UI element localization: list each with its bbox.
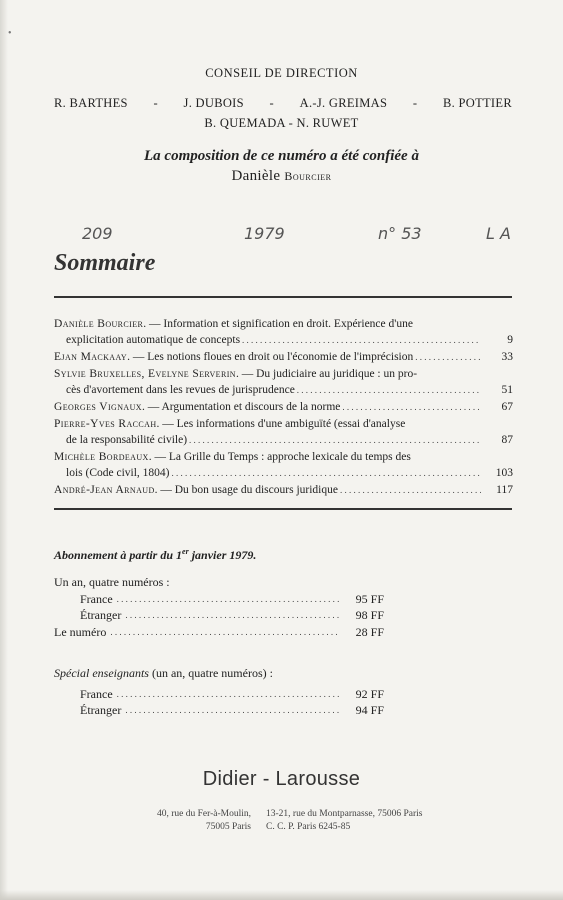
council-names-row-2: B. QUEMADA - N. RUWET	[204, 116, 359, 130]
editor-last-name: Bourcier	[284, 169, 332, 183]
toc-author: Danièle Bourcier	[54, 318, 144, 330]
subscription-heading-date: janvier 1979.	[188, 548, 257, 562]
price-label: Le numéro	[54, 624, 107, 639]
toc-item	[54, 366, 513, 398]
toc-title-cont: de la responsabilité civile)	[66, 434, 188, 446]
special-prices	[54, 666, 384, 719]
price-amount: 95 FF	[355, 591, 384, 606]
subscription-prices	[54, 575, 384, 640]
council-name: B. POTTIER	[443, 96, 512, 110]
toc-author: André-Jean Arnaud	[54, 484, 155, 496]
council-name: A.-J. GREIMAS	[299, 96, 388, 110]
subscription-heading	[54, 547, 256, 563]
handwritten-note: n° 53	[378, 224, 422, 243]
toc-page-number: 51	[501, 384, 513, 396]
toc-page-number: 33	[501, 351, 513, 363]
address-line: 13-21, rue du Montparnasse, 75006 Paris	[266, 809, 423, 819]
subscription-year-label: Un an, quatre numéros :	[54, 575, 170, 589]
address-line: 40, rue du Fer-à-Moulin,	[157, 809, 251, 819]
price-label: France	[80, 686, 113, 701]
toc-page-number: 9	[507, 334, 513, 346]
price-row	[54, 624, 384, 641]
special-heading	[54, 666, 384, 682]
toc-author: Pierre-Yves Raccah	[54, 418, 157, 430]
toc-author: Michèle Bordeaux	[54, 451, 149, 463]
price-label: France	[80, 591, 113, 606]
publisher-address-1	[128, 808, 251, 834]
toc-author: Sylvie Bruxelles, Evelyne Serverin	[54, 368, 236, 380]
top-rule	[54, 296, 512, 298]
toc-item	[54, 416, 513, 448]
toc-item	[54, 349, 513, 365]
toc-page-number: 67	[501, 401, 513, 413]
price-row	[54, 591, 384, 608]
composition-note	[0, 146, 563, 186]
price-amount: 94 FF	[355, 703, 384, 717]
toc-author: Ejan Mackaay	[54, 351, 128, 363]
publisher-address-2	[266, 808, 422, 834]
subscription-heading-sup: er	[182, 547, 189, 556]
toc-title-cont: lois (Code civil, 1804)	[66, 467, 170, 479]
special-heading-rest: (un an, quatre numéros) :	[148, 666, 273, 680]
publisher-name: Didier - Larousse	[202, 768, 361, 790]
page-bottom-shadow	[0, 890, 563, 900]
table-of-contents	[54, 316, 513, 499]
sommaire-title: Sommaire	[54, 250, 156, 276]
council-name: R. BARTHES	[54, 96, 128, 110]
toc-title: . — Du judiciaire au juridique : un pro-	[235, 368, 418, 380]
toc-item	[54, 399, 513, 415]
toc-author: Georges Vignaux	[54, 401, 142, 413]
subscription-heading-text: Abonnement à partir du 1	[54, 548, 183, 562]
name-separator: -	[269, 96, 275, 110]
toc-page-number: 87	[501, 434, 513, 446]
address-line: 75005 Paris	[205, 822, 251, 832]
handwritten-note: 1979	[244, 224, 285, 243]
council-name: J. DUBOIS	[183, 96, 244, 110]
price-row	[54, 702, 384, 719]
price-label: Étranger	[80, 703, 122, 717]
toc-title-cont: explicitation automatique de concepts	[66, 334, 241, 346]
page-edge-shadow	[0, 0, 8, 900]
bottom-rule	[54, 508, 512, 510]
toc-title: . — La Grille du Temps : approche lexicale du temps des	[148, 451, 411, 463]
price-row	[54, 686, 384, 703]
special-heading-italic: Spécial enseignants	[54, 666, 149, 680]
council-names-row-1	[54, 96, 512, 111]
toc-title: . — Argumentation et discours de la norme	[141, 401, 341, 413]
toc-item	[54, 316, 513, 348]
handwritten-note: L A	[486, 224, 511, 243]
council-title: CONSEIL DE DIRECTION	[205, 66, 358, 80]
toc-title: . — Du bon usage du discours juridique	[154, 484, 338, 496]
toc-page-number: 117	[496, 484, 513, 496]
price-amount: 28 FF	[355, 624, 384, 639]
composition-line: La composition de ce numéro a été confiée à	[144, 148, 419, 164]
price-row	[54, 607, 384, 624]
composition-editor	[0, 166, 563, 186]
page-mark-dot: •	[8, 28, 12, 39]
name-separator: -	[412, 96, 418, 110]
toc-title: . — Information et signification en droit. Expérience d'une	[143, 318, 413, 330]
editor-first-name: Danièle	[231, 168, 281, 184]
toc-item	[54, 482, 513, 498]
handwritten-note: 209	[82, 224, 113, 243]
toc-page-number: 103	[495, 467, 513, 479]
toc-title: . — Les informations d'une ambiguïté (essai d'analyse	[156, 418, 406, 430]
price-amount: 92 FF	[355, 686, 384, 701]
name-separator: -	[153, 96, 158, 110]
price-label: Étranger	[80, 608, 122, 622]
price-amount: 98 FF	[355, 608, 384, 622]
toc-item	[54, 449, 513, 481]
toc-title: . — Les notions floues en droit ou l'économie de l'imprécision	[127, 351, 414, 363]
toc-title-cont: cès d'avortement dans les revues de jurisprudence	[66, 384, 295, 396]
address-line: C. C. P. Paris 6245-85	[266, 822, 351, 832]
